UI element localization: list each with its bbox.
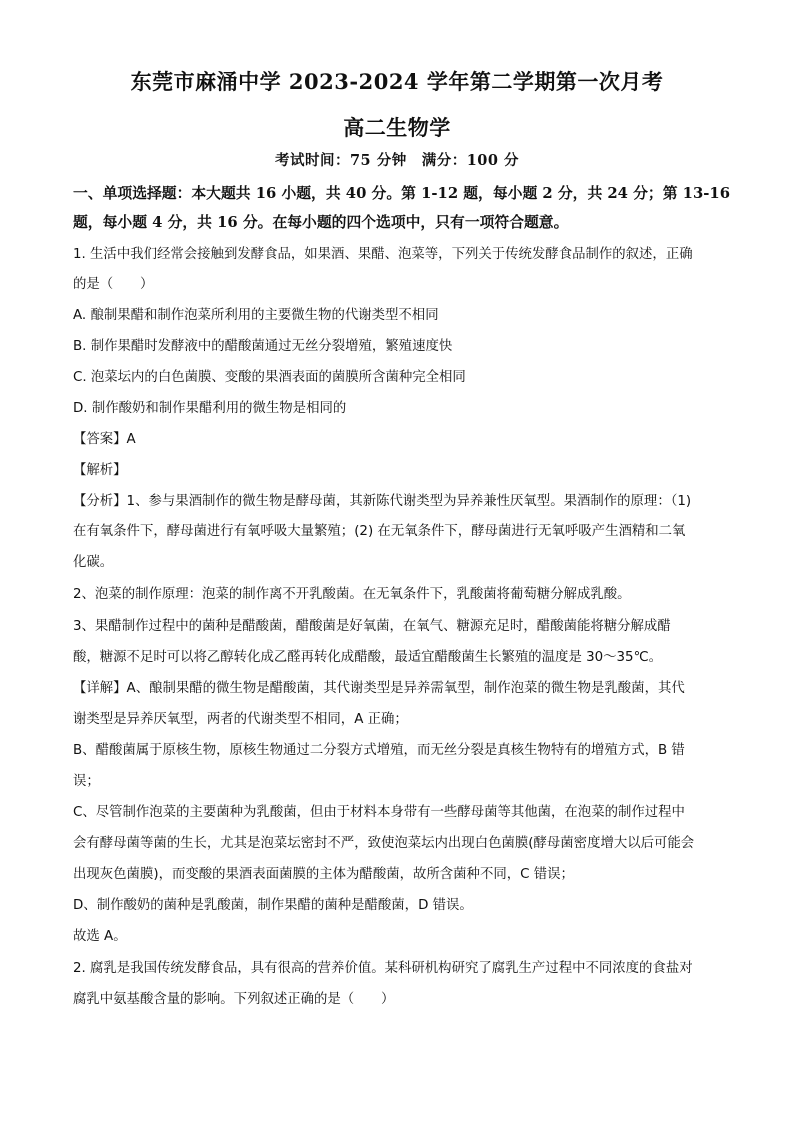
question-1-option-a: A. 酿制果醋和制作泡菜所利用的主要微生物的代谢类型不相同 <box>73 308 439 323</box>
question-1-option-c: C. 泡菜坛内的白色菌膜、变酸的果酒表面的菌膜所含菌种完全相同 <box>73 370 466 385</box>
analysis-line-2: 在有氧条件下，酵母菌进行有氧呼吸大量繁殖；(2) 在无氧条件下，酵母菌进行无氧呼吸产生酒精和二氧 <box>73 524 686 539</box>
detail-line-3: B、醋酸菌属于原核生物，原核生物通过二分裂方式增殖，而无丝分裂是真核生物特有的增殖方式，B 错 <box>73 743 685 758</box>
subject-title: 高二生物学 <box>343 115 451 140</box>
detail-line-6: 会有酵母菌等菌的生长，尤其是泡菜坛密封不严，致使泡菜坛内出现白色菌膜(酵母菌密度增大以后可能会 <box>73 836 695 851</box>
question-2-stem-line-2: 腐乳中氨基酸含量的影响。下列叙述正确的是（ ） <box>73 992 395 1007</box>
conclusion: 故选 A。 <box>73 929 127 944</box>
answer-label: 【答案】A <box>73 432 136 447</box>
analysis-label: 【解析】 <box>73 463 127 478</box>
analysis-line-5: 3、果醋制作过程中的菌种是醋酸菌，醋酸菌是好氧菌，在氧气、糖源充足时，醋酸菌能将糖分解成醋 <box>73 619 671 634</box>
analysis-line-6: 酸，糖源不足时可以将乙醇转化成乙醛再转化成醋酸，最适宜醋酸菌生长繁殖的温度是 30～35℃。 <box>73 650 662 665</box>
detail-line-5: C、尽管制作泡菜的主要菌种为乳酸菌，但由于材料本身带有一些酵母菌等其他菌，在泡菜的制作过程中 <box>73 805 685 820</box>
exam-info: 考试时间：75 分钟 满分：100 分 <box>274 152 520 169</box>
section-heading-line-2: 题，每小题 4 分，共 16 分。在每小题的四个选项中，只有一项符合题意。 <box>73 214 569 231</box>
detail-line-7: 出现灰色菌膜)，而变酸的果酒表面菌膜的主体为醋酸菌，故所含菌种不同，C 错误； <box>73 867 574 882</box>
detail-line-4: 误； <box>73 774 100 789</box>
question-2-stem-line-1: 2. 腐乳是我国传统发酵食品，具有很高的营养价值。某科研机构研究了腐乳生产过程中不同浓度的食盐对 <box>73 961 693 976</box>
detail-line-1: 【详解】A、酿制果醋的微生物是醋酸菌，其代谢类型是异养需氧型，制作泡菜的微生物是乳酸菌，其代 <box>73 681 685 696</box>
detail-line-8: D、制作酸奶的菌种是乳酸菌，制作果醋的菌种是醋酸菌，D 错误。 <box>73 898 473 913</box>
detail-line-2: 谢类型是异养厌氧型，两者的代谢类型不相同，A 正确； <box>73 712 408 727</box>
analysis-line-4: 2、泡菜的制作原理：泡菜的制作离不开乳酸菌。在无氧条件下，乳酸菌将葡萄糖分解成乳酸。 <box>73 587 631 602</box>
question-1-option-b: B. 制作果醋时发酵液中的醋酸菌通过无丝分裂增殖，繁殖速度快 <box>73 339 453 354</box>
exam-title: 东莞市麻涌中学 2023-2024 学年第二学期第一次月考 <box>130 69 664 94</box>
analysis-line-3: 化碳。 <box>73 555 114 570</box>
analysis-line-1: 【分析】1、参与果酒制作的微生物是酵母菌，其新陈代谢类型为异养兼性厌氧型。果酒制作的原理：（1) <box>73 494 692 509</box>
question-1-stem-line-1: 1. 生活中我们经常会接触到发酵食品，如果酒、果醋、泡菜等，下列关于传统发酵食品制作的叙述，正确 <box>73 247 693 262</box>
question-1-stem-line-2: 的是（ ） <box>73 277 154 292</box>
question-1-option-d: D. 制作酸奶和制作果醋利用的微生物是相同的 <box>73 401 347 416</box>
section-heading-line-1: 一、单项选择题：本大题共 16 小题，共 40 分。第 1-12 题，每小题 2 分，共 24 分；第 13-16 <box>73 185 730 202</box>
